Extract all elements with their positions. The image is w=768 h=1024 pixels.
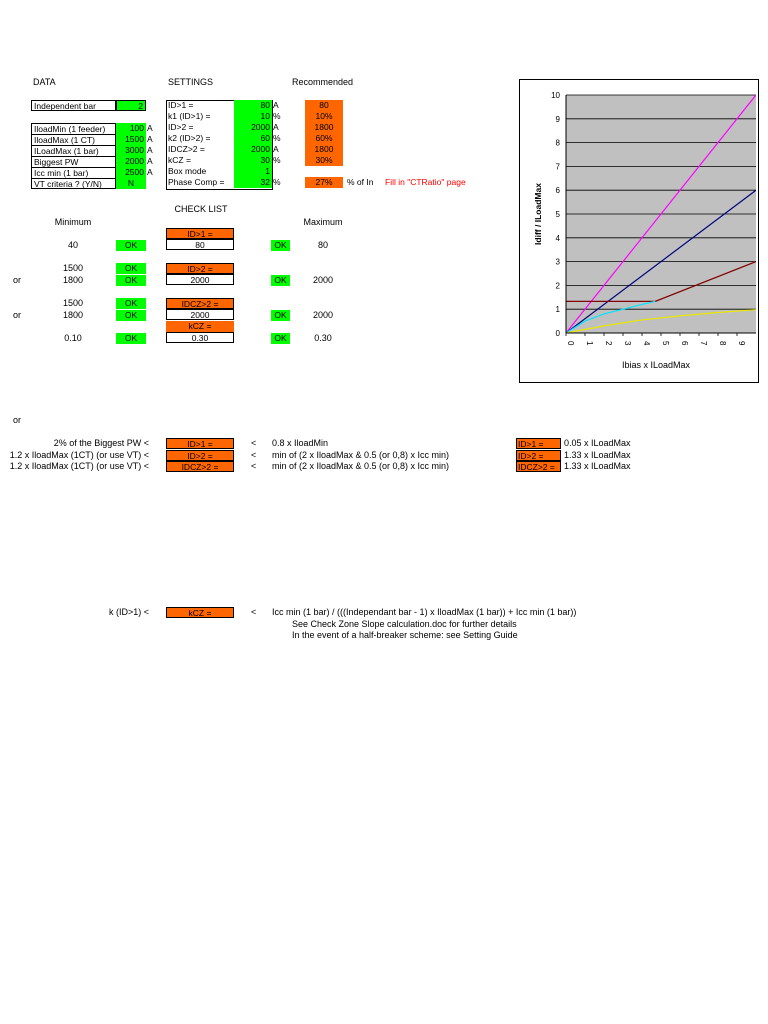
data-header: DATA <box>33 77 56 87</box>
check-id1-value: 80 <box>166 239 234 250</box>
rule-idcz2-right: min of (2 x IloadMax & 0.5 (or 0,8) x Icc min) <box>272 461 450 471</box>
setting-label-phase-comp: Phase Comp = <box>168 177 225 187</box>
check-id1-max: 80 <box>317 240 328 250</box>
check-idcz2-min1: 1500 <box>62 298 84 308</box>
setting-label-k1: k1 (ID>1) = <box>168 111 211 121</box>
check-idcz2-max-ok: OK <box>271 310 290 321</box>
chart-x-tick-label: 9 <box>737 341 746 346</box>
setting-label-id1: ID>1 = <box>168 100 194 110</box>
setting-value-idcz2[interactable]: 2000 <box>234 144 272 155</box>
check-id1-label: ID>1 = <box>166 228 234 239</box>
phase-of-in-label: % of In <box>347 177 374 187</box>
chart-y-tick-label: 2 <box>555 281 560 291</box>
setting-value-box-mode[interactable]: 1 <box>234 166 272 177</box>
check-kcz-label: kCZ = <box>166 321 234 332</box>
rule-idcz2-rtext: 1.33 x ILoadMax <box>564 461 631 471</box>
data-value-independent-bar[interactable]: 2 <box>116 100 146 111</box>
chart-y-tick-label: 5 <box>555 210 560 219</box>
rule-idcz2-rbox: IDCZ>2 = <box>516 461 561 472</box>
rule-id1-rbox: ID>1 = <box>516 438 561 449</box>
rule-k-box: kCZ = <box>166 607 234 618</box>
chart-x-tick-label: 0 <box>566 341 575 346</box>
check-kcz-min: 0.10 <box>64 333 82 343</box>
check-idcz2-label: IDCZ>2 = <box>166 298 234 309</box>
data-value-iloadmax-ct[interactable]: 1500 <box>116 134 146 145</box>
data-label-biggest-pw: Biggest PW <box>31 156 116 167</box>
check-kcz-min-ok: OK <box>116 333 146 344</box>
chart-x-tick-label: 4 <box>642 341 651 346</box>
rule-note-checkzone: See Check Zone Slope calculation.doc for further details <box>292 619 517 629</box>
check-idcz2-max: 2000 <box>312 310 334 320</box>
chart-y-tick-label: 7 <box>555 162 560 172</box>
recommended-header: Recommended <box>292 77 354 87</box>
check-id2-min1: 1500 <box>62 263 84 273</box>
setting-value-k1[interactable]: 10 <box>234 111 272 122</box>
rule-lt: < <box>251 450 257 460</box>
check-or: or <box>13 310 22 320</box>
check-idcz2-min1-ok: OK <box>116 298 146 309</box>
data-label-iloadmin: IloadMin (1 feeder) <box>31 123 116 134</box>
rule-id1-right: 0.8 x IloadMin <box>272 438 329 448</box>
recommended-id2: 1800 <box>305 122 343 133</box>
rule-id2-left: 1.2 x IloadMax (1CT) (or use VT) < <box>9 450 149 460</box>
check-id2-value: 2000 <box>166 274 234 285</box>
check-kcz-value: 0.30 <box>166 332 234 343</box>
chart-x-tick-label: 2 <box>604 341 613 346</box>
chart-y-tick-label: 10 <box>551 91 560 100</box>
settings-header: SETTINGS <box>168 77 214 87</box>
chart-x-tick-label: 5 <box>661 341 670 346</box>
check-or: or <box>13 275 22 285</box>
differential-characteristic-chart <box>519 79 759 383</box>
setting-value-id2[interactable]: 2000 <box>234 122 272 133</box>
data-label-iloadmax-ct: IloadMax (1 CT) <box>31 134 116 145</box>
rule-id2-box: ID>2 = <box>166 450 234 461</box>
rule-note-halfbreaker: In the event of a half-breaker scheme: see Setting Guide <box>292 630 518 640</box>
rule-lt: < <box>251 461 257 471</box>
chart-x-axis-label: Ibias x ILoadMax <box>621 360 691 370</box>
data-value-icc-min[interactable]: 2500 <box>116 167 146 178</box>
data-unit: A <box>147 134 153 144</box>
setting-unit: % <box>273 155 281 165</box>
chart-y-tick-label: 6 <box>555 186 560 196</box>
chart-y-tick-label: 3 <box>555 257 560 267</box>
recommended-phase-comp: 27% <box>305 177 343 188</box>
rule-k-right: Icc min (1 bar) / (((Independant bar - 1) x IloadMax (1 bar)) + Icc min (1 bar)) <box>272 607 577 617</box>
check-idcz2-min2: 1800 <box>62 310 84 320</box>
data-label-vt-criteria: VT criteria ? (Y/N) <box>31 178 116 189</box>
chart-x-tick-label: 6 <box>680 341 689 346</box>
check-id2-max-ok: OK <box>271 275 290 286</box>
chart-y-tick-label: 8 <box>555 138 560 148</box>
rule-id1-rtext: 0.05 x ILoadMax <box>564 438 631 448</box>
chart-x-tick-label: 1 <box>585 341 594 346</box>
setting-unit: % <box>273 177 281 187</box>
data-unit: A <box>147 145 153 155</box>
check-idcz2-value: 2000 <box>166 309 234 320</box>
setting-label-id2: ID>2 = <box>168 122 194 132</box>
data-label-independent-bar: Independent bar <box>31 100 116 111</box>
chart-x-tick-label: 7 <box>699 341 708 346</box>
rule-id2-rbox: ID>2 = <box>516 450 561 461</box>
recommended-k2: 60% <box>305 133 343 144</box>
check-id1-min-ok: OK <box>116 240 146 251</box>
rule-id1-left: 2% of the Biggest PW < <box>53 438 149 448</box>
setting-value-phase-comp[interactable]: 32 <box>234 177 272 188</box>
check-id2-min2: 1800 <box>62 275 84 285</box>
setting-unit: % <box>273 111 281 121</box>
rule-lt: < <box>251 607 257 617</box>
check-id2-min2-ok: OK <box>116 275 146 286</box>
data-label-iloadmax-bar: ILoadMax (1 bar) <box>31 145 116 156</box>
checklist-title: CHECK LIST <box>174 204 228 214</box>
rule-k-left: k (ID>1) < <box>108 607 149 617</box>
setting-unit: A <box>273 122 279 132</box>
recommended-k1: 10% <box>305 111 343 122</box>
data-value-iloadmax-bar[interactable]: 3000 <box>116 145 146 156</box>
recommended-kcz: 30% <box>305 155 343 166</box>
data-value-iloadmin[interactable]: 100 <box>116 123 146 134</box>
chart-y-axis-label: Idiff / ILoadMax <box>533 183 543 245</box>
check-id1-min: 40 <box>67 240 78 250</box>
recommended-idcz2: 1800 <box>305 144 343 155</box>
checklist-maximum-header: Maximum <box>303 217 343 227</box>
setting-unit: A <box>273 100 279 110</box>
data-label-icc-min: Icc min (1 bar) <box>31 167 116 178</box>
rule-id2-right: min of (2 x IloadMax & 0.5 (or 0,8) x Icc min) <box>272 450 450 460</box>
setting-label-k2: k2 (ID>2) = <box>168 133 211 143</box>
chart-y-tick-label: 1 <box>555 305 560 315</box>
setting-value-k2[interactable]: 60 <box>234 133 272 144</box>
check-idcz2-min2-ok: OK <box>116 310 146 321</box>
checklist-minimum-header: Minimum <box>54 217 92 227</box>
data-value-vt-criteria[interactable]: N <box>116 178 146 189</box>
rule-idcz2-left: 1.2 x IloadMax (1CT) (or use VT) < <box>9 461 149 471</box>
setting-unit: A <box>273 144 279 154</box>
rule-idcz2-box: IDCZ>2 = <box>166 461 234 472</box>
check-kcz-max-ok: OK <box>271 333 290 344</box>
rule-id1-box: ID>1 = <box>166 438 234 449</box>
ctratio-note: Fill in "CTRatio" page <box>385 177 466 187</box>
chart-y-tick-label: 0 <box>555 329 560 338</box>
check-kcz-max: 0.30 <box>314 333 332 343</box>
setting-value-id1[interactable]: 80 <box>234 100 272 111</box>
data-unit: A <box>147 167 153 177</box>
setting-label-box-mode: Box mode <box>168 166 207 176</box>
rule-id2-rtext: 1.33 x ILoadMax <box>564 450 631 460</box>
chart-y-tick-label: 4 <box>555 233 560 243</box>
check-id1-max-ok: OK <box>271 240 290 251</box>
check-id2-min1-ok: OK <box>116 263 146 274</box>
data-value-biggest-pw[interactable]: 2000 <box>116 156 146 167</box>
chart-x-tick-label: 3 <box>623 341 632 346</box>
setting-label-kcz: kCZ = <box>168 155 191 165</box>
check-id2-max: 2000 <box>312 275 334 285</box>
check-id2-label: ID>2 = <box>166 263 234 274</box>
recommended-id1: 80 <box>305 100 343 111</box>
data-unit: A <box>147 156 153 166</box>
chart-x-tick-label: 8 <box>718 341 727 346</box>
data-unit: A <box>147 123 153 133</box>
rule-lt: < <box>251 438 257 448</box>
setting-unit: % <box>273 133 281 143</box>
chart-y-tick-label: 9 <box>555 114 560 124</box>
rules-or: or <box>13 415 22 425</box>
setting-value-kcz[interactable]: 30 <box>234 155 272 166</box>
setting-label-idcz2: IDCZ>2 = <box>168 144 205 154</box>
